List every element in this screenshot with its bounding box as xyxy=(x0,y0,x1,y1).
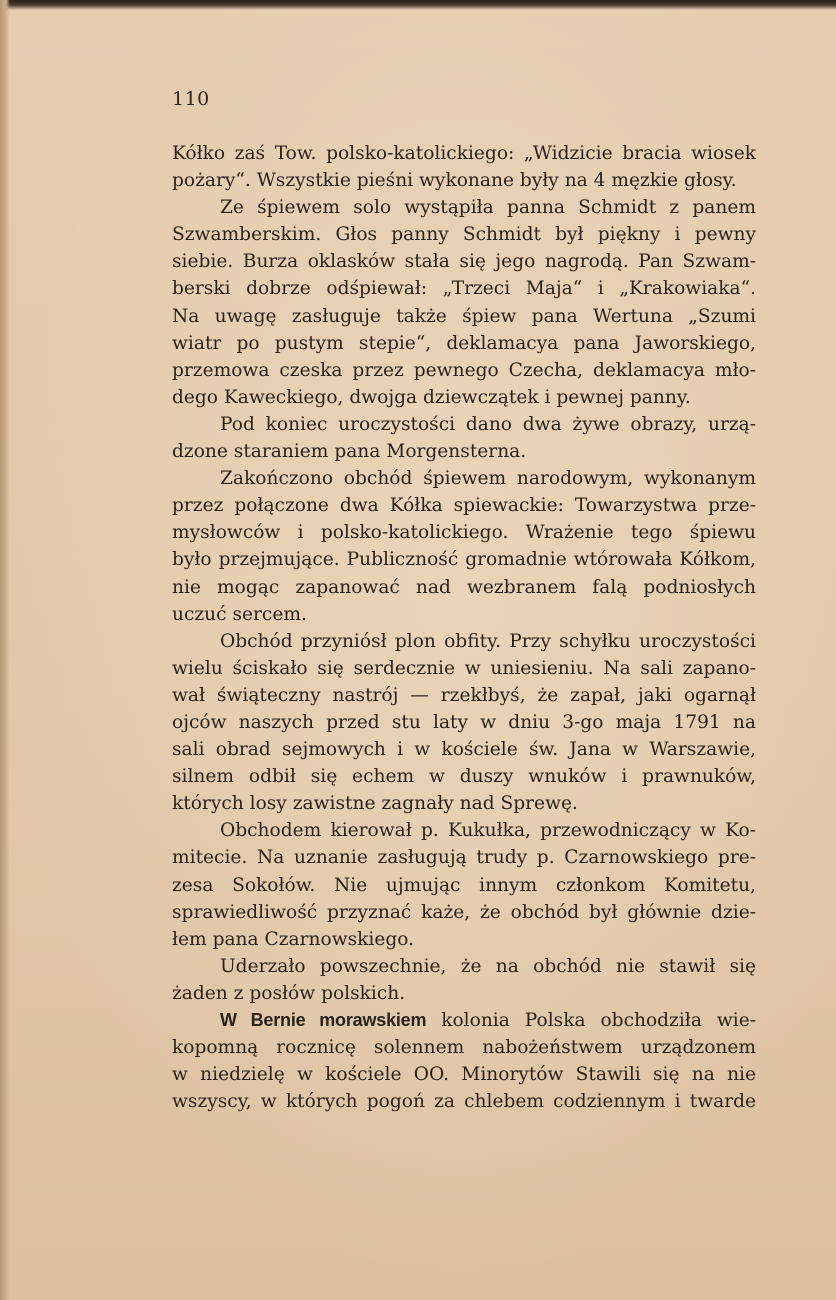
text-line: żaden z posłów polskich. xyxy=(172,982,406,1004)
text-line: dego Kaweckiego, dwojga dziewczątek i pewnej panny. xyxy=(172,386,691,408)
text-line: silnem odbił się echem w duszy wnuków i prawnuków, xyxy=(172,766,756,788)
text-line: przemowa czeska przez pewnego Czecha, deklamacya mło- xyxy=(172,359,756,381)
page-top-edge xyxy=(0,0,836,10)
text-line: siebie. Burza oklasków stała się jego nagrodą. Pan Szwam- xyxy=(172,251,756,273)
body-text xyxy=(172,140,756,1115)
text-line: wał świąteczny nastrój — rzekłbyś, że zapał, jaki ogarnął xyxy=(172,684,756,706)
text-line: Uderzało powszechnie, że na obchód nie stawił się xyxy=(220,955,756,977)
text-line: zesa Sokołów. Nie ujmując innym członkom Komitetu, xyxy=(172,874,756,896)
page-left-edge xyxy=(0,0,10,1300)
text-line: ojców naszych przed stu laty w dniu 3-go maja 1791 na xyxy=(172,711,756,733)
text-line: Szwamberskim. Głos panny Schmidt był piękny i pewny xyxy=(172,224,756,246)
text-line: uczuć sercem. xyxy=(172,603,307,625)
text-line: Na uwagę zasługuje także śpiew pana Wertuna „Szumi xyxy=(172,305,756,327)
text-line: mitecie. Na uznanie zasługują trudy p. Czarnowskiego pre- xyxy=(172,847,756,869)
text-line: Obchodem kierował p. Kukułka, przewodniczący w Ko- xyxy=(220,820,756,842)
text-line: których losy zawistne zagnały nad Sprewę. xyxy=(172,793,578,815)
text-line: wiatr po pustym stepie“, deklamacya pana Jaworskiego, xyxy=(172,332,756,354)
text-run: kolonia Polska obchodziła wie- xyxy=(426,1010,756,1031)
text-line: sali obrad sejmowych i w kościele św. Jana w Warszawie, xyxy=(172,739,756,761)
text-line: mysłowców i polsko-katolickiego. Wrażenie tego śpiewu xyxy=(172,522,756,544)
text-line: przez połączone dwa Kółka spiewackie: Towarzystwa prze- xyxy=(172,495,756,517)
text-line: Obchód przyniósł plon obfity. Przy schyłku uroczystości xyxy=(220,630,756,652)
text-line: było przejmujące. Publiczność gromadnie wtórowała Kółkom, xyxy=(172,549,756,571)
text-line: Zakończono obchód śpiewem narodowym, wykonanym xyxy=(220,468,756,490)
text-line: Pod koniec uroczystości dano dwa żywe obrazy, urzą- xyxy=(220,413,756,435)
text-line: łem pana Czarnowskiego. xyxy=(172,928,415,950)
text-line: nie mogąc zapanować nad wezbranem falą podniosłych xyxy=(172,576,756,598)
text-line: berski dobrze odśpiewał: „Trzeci Maja“ i „Krakowiaka“. xyxy=(172,278,756,300)
page-number: 110 xyxy=(172,88,210,110)
text-line: kopomną rocznicę solennem nabożeństwem urządzonem xyxy=(172,1037,756,1059)
text-line: w niedzielę w kościele OO. Minorytów Stawili się na nie xyxy=(172,1064,756,1086)
text-line: pożary“. Wszystkie pieśni wykonane były na 4 męzkie głosy. xyxy=(172,170,737,192)
text-line: dzone staraniem pana Morgensterna. xyxy=(172,441,527,463)
text-line: sprawiedliwość przyznać każe, że obchód był głównie dzie- xyxy=(172,901,756,923)
text-line: Kółko zaś Tow. polsko-katolickiego: „Widzicie bracia wiosek xyxy=(172,143,756,164)
text-line: wielu ściskało się serdecznie w uniesieniu. Na sali zapano- xyxy=(172,657,756,679)
text-line: wszyscy, w których pogoń za chlebem codziennym i twarde xyxy=(172,1091,756,1113)
text-line: Ze śpiewem solo wystąpiła panna Schmidt z panem xyxy=(220,197,756,219)
bold-heading-run: W Bernie morawskiem xyxy=(220,1010,427,1030)
text-line xyxy=(172,1007,756,1034)
